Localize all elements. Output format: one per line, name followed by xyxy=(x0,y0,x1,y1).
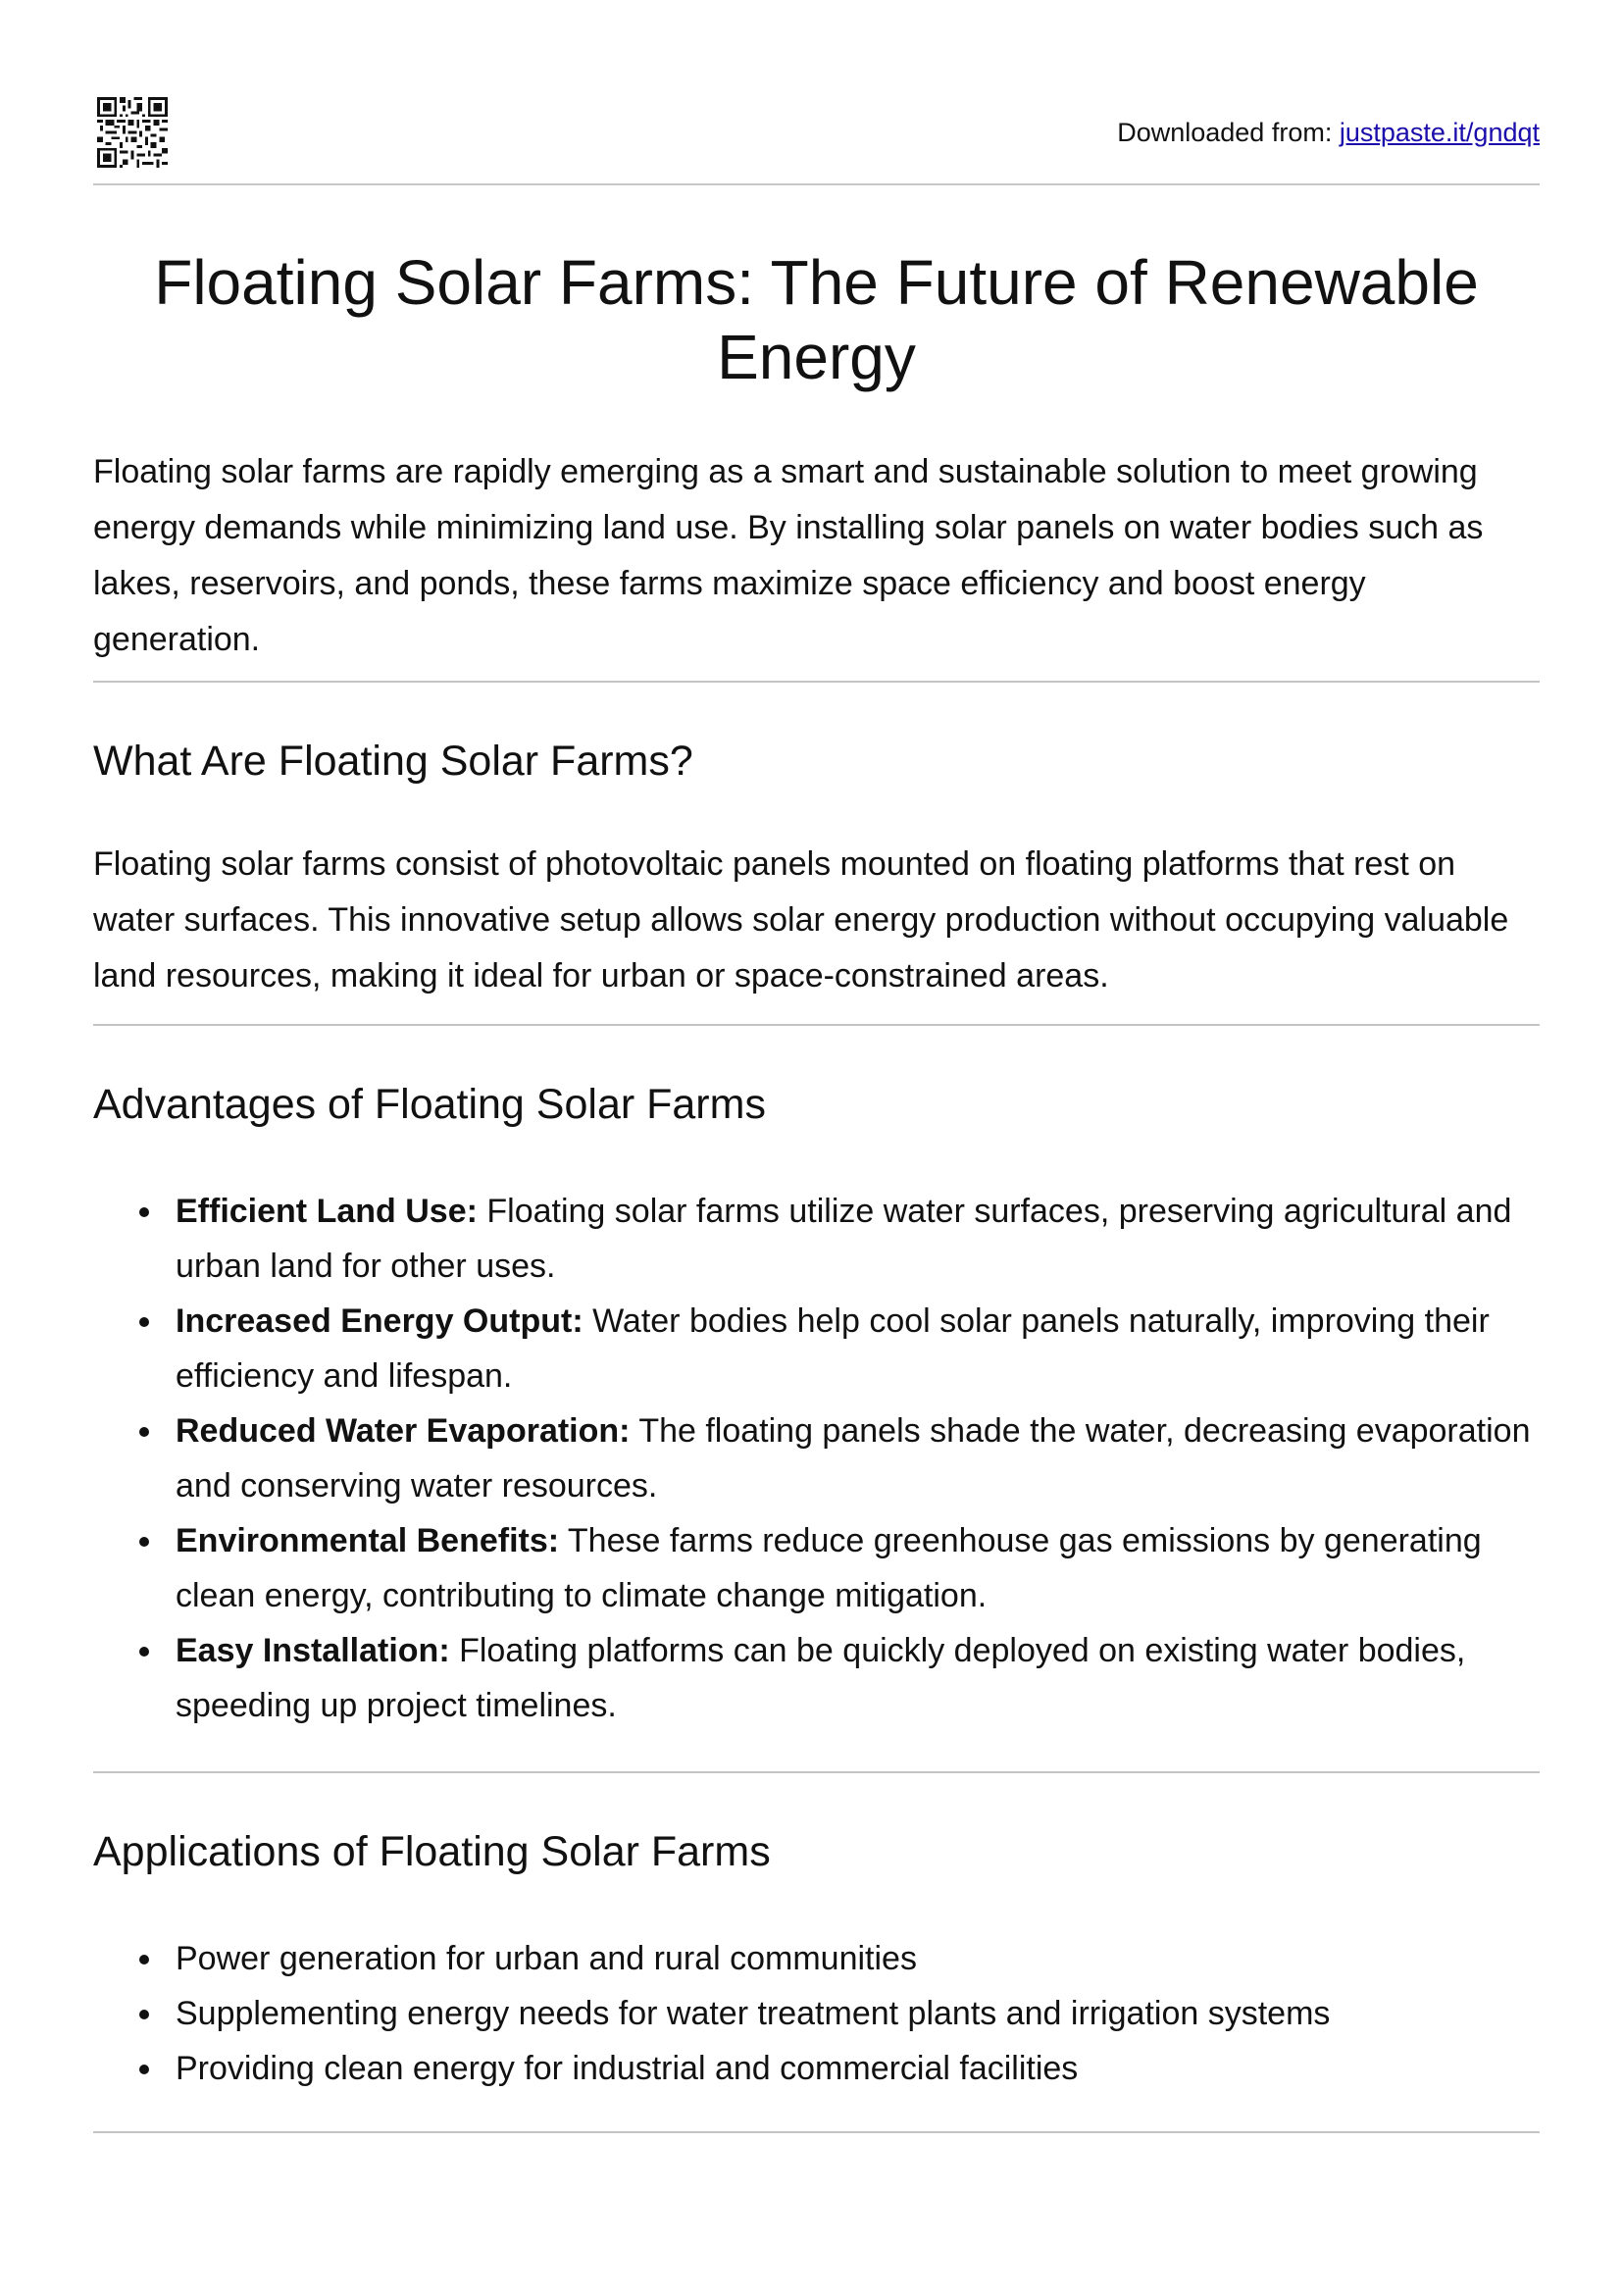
list-item-term: Increased Energy Output: xyxy=(176,1302,583,1340)
intro-paragraph: Floating solar farms are rapidly emerging as a smart and sustainable solution to meet growing energy demands while minimizing land use. By installing solar panels on water bodies such as lakes, reservoirs, and ponds, these farms maximize space efficiency and boost energy generation. xyxy=(93,453,1484,658)
list-item: Supplementing energy needs for water treatment plants and irrigation systems xyxy=(176,1986,1540,2041)
list-item xyxy=(176,1403,1540,1513)
list-item-term: Easy Installation: xyxy=(176,1632,450,1669)
section-heading-applications: Applications of Floating Solar Farms xyxy=(93,1828,771,1875)
list-item xyxy=(176,1184,1540,1294)
list-item-text: Floating platforms can be quickly deployed on existing water bodies, speeding up project timelines. xyxy=(176,1632,1466,1724)
list-item: Providing clean energy for industrial and commercial facilities xyxy=(176,2041,1540,2096)
section-heading-what-are: What Are Floating Solar Farms? xyxy=(93,738,693,785)
list-item xyxy=(176,1623,1540,1733)
list-item xyxy=(176,1294,1540,1403)
list-item-text: These farms reduce greenhouse gas emissions by generating clean energy, contributing to climate change mitigation. xyxy=(176,1522,1482,1614)
document-page xyxy=(93,0,1540,2087)
download-source xyxy=(1117,118,1540,148)
downloaded-label: Downloaded from: xyxy=(1117,118,1333,147)
divider xyxy=(93,1771,1540,1773)
list-item-text: Floating solar farms utilize water surfaces, preserving agricultural and urban land for other uses. xyxy=(176,1193,1512,1285)
advantages-list xyxy=(93,1184,1540,1733)
list-item-text: The floating panels shade the water, decreasing evaporation and conserving water resources. xyxy=(176,1412,1531,1505)
what-are-paragraph: Floating solar farms consist of photovoltaic panels mounted on floating platforms that rest on water surfaces. This innovative setup allows solar energy production without occupying valuable land resources, making it ideal for urban or space-constrained areas. xyxy=(93,845,1509,995)
page-title: Floating Solar Farms: The Future of Renewable Energy xyxy=(154,247,1479,392)
list-item-text: Water bodies help cool solar panels naturally, improving their efficiency and lifespan. xyxy=(176,1302,1490,1395)
divider xyxy=(93,1024,1540,1026)
page-header xyxy=(93,0,1540,185)
list-item xyxy=(176,1513,1540,1623)
list-item-term: Reduced Water Evaporation: xyxy=(176,1412,631,1450)
source-link[interactable]: justpaste.it/gndqt xyxy=(1339,118,1540,147)
divider xyxy=(93,2131,1540,2133)
list-item-term: Environmental Benefits: xyxy=(176,1522,560,1559)
list-item-term: Efficient Land Use: xyxy=(176,1193,478,1230)
section-heading-advantages: Advantages of Floating Solar Farms xyxy=(93,1081,766,1128)
qr-code-icon xyxy=(97,97,168,168)
list-item: Power generation for urban and rural communities xyxy=(176,1931,1540,1986)
applications-list xyxy=(93,1931,1540,2096)
divider xyxy=(93,681,1540,683)
